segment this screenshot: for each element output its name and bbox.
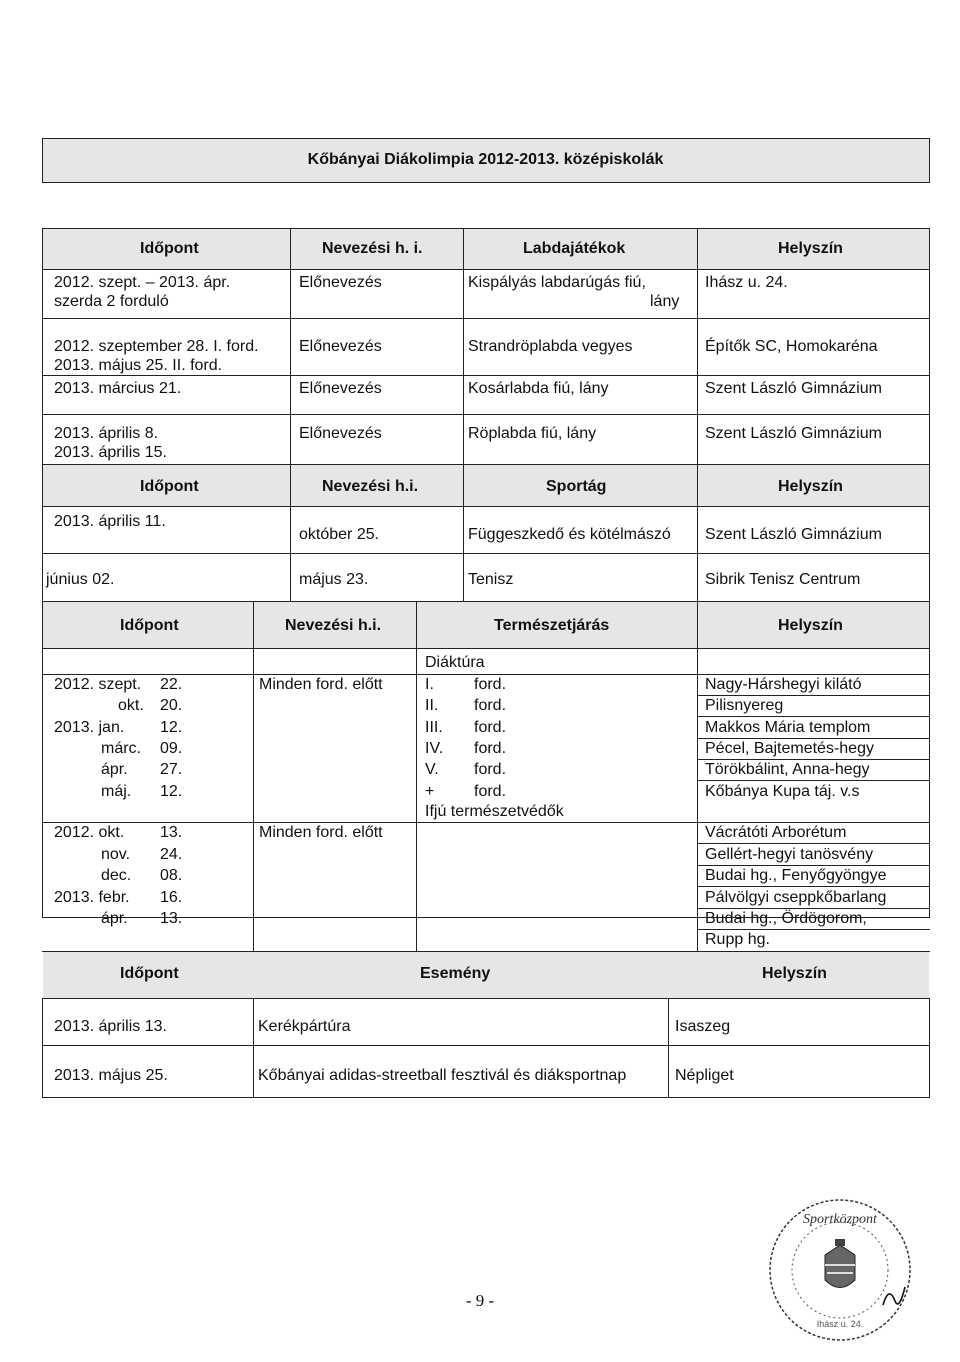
place-cell: Kőbánya Kupa táj. v.s xyxy=(705,782,860,800)
round-label: ford. xyxy=(474,739,507,757)
date-cell: 2012. okt. xyxy=(54,824,125,841)
date-cell: 2013. május 25. II. ford. xyxy=(54,357,223,374)
place-cell: Szent László Gimnázium xyxy=(705,425,882,442)
place-cell: Népliget xyxy=(675,1067,734,1084)
sport-cell: lány xyxy=(650,293,680,310)
round-num: II. xyxy=(425,697,439,715)
place-cell: Gellért-hegyi tanösvény xyxy=(705,845,874,863)
sport-cell: Röplabda fiú, lány xyxy=(468,425,597,442)
place-cell: Makkos Mária templom xyxy=(705,718,871,736)
date-day: 20. xyxy=(160,697,183,715)
place-cell: Isaszeg xyxy=(675,1018,731,1035)
place-cell: Vácrátóti Arborétum xyxy=(705,824,847,841)
date-day: 08. xyxy=(160,867,183,885)
date-cell: ápr. xyxy=(101,761,128,779)
group-label-diaktura: Diáktúra xyxy=(425,654,485,671)
header-termeszetjaras: Természetjárás xyxy=(494,617,610,634)
entry-cell: május 23. xyxy=(299,571,369,588)
round-num: V. xyxy=(425,761,439,779)
date-cell: 2013. jan. xyxy=(54,718,125,736)
sport-cell: Függeszkedő és kötélmászó xyxy=(468,526,671,543)
round-label: ford. xyxy=(474,718,507,736)
date-day: 13. xyxy=(160,910,183,928)
date-cell: ápr. xyxy=(101,910,128,928)
round-label: ford. xyxy=(474,782,507,800)
header-esemeny: Esemény xyxy=(420,965,491,982)
header-nevezesi: Nevezési h. i. xyxy=(322,240,423,257)
round-num: + xyxy=(425,782,435,800)
date-cell: 2013. április 8. xyxy=(54,425,159,442)
header-helyszin: Helyszín xyxy=(762,965,827,982)
date-cell: szerda 2 forduló xyxy=(54,293,169,310)
entry-cell: Előnevezés xyxy=(299,338,382,355)
event-cell: Kőbányai adidas-streetball fesztivál és diáksportnap xyxy=(258,1067,627,1084)
sport-cell: Kosárlabda fiú, lány xyxy=(468,380,609,397)
header-idopont: Időpont xyxy=(140,478,199,495)
round-num: IV. xyxy=(425,739,444,757)
date-day: 16. xyxy=(160,888,183,906)
sport-cell: Tenisz xyxy=(468,571,514,588)
svg-text:Sportközpont: Sportközpont xyxy=(803,1212,877,1227)
date-cell: 2013. április 15. xyxy=(54,444,167,461)
entry-cell: Előnevezés xyxy=(299,380,382,397)
round-label: ford. xyxy=(474,697,507,715)
date-cell: 2012. szept. xyxy=(54,676,142,693)
header-idopont: Időpont xyxy=(140,240,199,257)
entry-cell: Előnevezés xyxy=(299,425,382,442)
place-cell: Szent László Gimnázium xyxy=(705,526,882,543)
date-cell: 2012. szept. – 2013. ápr. xyxy=(54,274,231,291)
header-idopont: Időpont xyxy=(120,617,179,634)
header-sportag: Sportág xyxy=(546,478,607,495)
group-label-ifju: Ifjú természetvédők xyxy=(425,803,564,820)
entry-cell: Minden ford. előtt xyxy=(259,824,383,841)
title-box xyxy=(42,138,930,183)
place-cell: Pálvölgyi cseppkőbarlang xyxy=(705,888,887,906)
header-idopont: Időpont xyxy=(120,965,179,982)
date-cell: máj. xyxy=(101,782,132,800)
date-cell: 2013. április 11. xyxy=(54,513,166,530)
round-label: ford. xyxy=(474,761,507,779)
date-cell: nov. xyxy=(101,845,131,863)
header-helyszin: Helyszín xyxy=(778,478,843,495)
svg-text:Ihász u. 24.: Ihász u. 24. xyxy=(816,1319,864,1329)
date-day: 27. xyxy=(160,761,183,779)
entry-cell: október 25. xyxy=(299,526,380,543)
header-helyszin: Helyszín xyxy=(778,240,843,257)
date-cell: 2013. április 13. xyxy=(54,1018,167,1035)
date-day: 12. xyxy=(160,782,183,800)
date-day: 09. xyxy=(160,739,183,757)
round-num: III. xyxy=(425,718,443,736)
place-cell: Pilisnyereg xyxy=(705,697,784,715)
entry-cell: Előnevezés xyxy=(299,274,382,291)
sport-cell: Strandröplabda vegyes xyxy=(468,338,633,355)
header-helyszin: Helyszín xyxy=(778,617,843,634)
place-cell: Rupp hg. xyxy=(705,931,770,948)
date-day: 24. xyxy=(160,845,183,863)
place-cell: Nagy-Hárshegyi kilátó xyxy=(705,676,862,693)
date-cell: okt. xyxy=(118,697,144,715)
place-cell: Törökbálint, Anna-hegy xyxy=(705,761,870,779)
date-cell: 2013. febr. xyxy=(54,888,130,906)
place-cell: Pécel, Bajtemetés-hegy xyxy=(705,739,874,757)
header-nevezesi: Nevezési h.i. xyxy=(285,617,382,634)
header-labdajatekok: Labdajátékok xyxy=(523,240,626,257)
date-day: 22. xyxy=(160,676,183,693)
place-cell: Budai hg., Ördögorom, xyxy=(705,910,867,928)
date-cell: 2012. szeptember 28. I. ford. xyxy=(54,338,259,355)
page-number: - 9 - xyxy=(465,1291,495,1310)
sport-cell: Kispályás labdarúgás fiú, xyxy=(468,274,646,291)
place-cell: Szent László Gimnázium xyxy=(705,380,882,397)
place-cell: Sibrik Tenisz Centrum xyxy=(705,571,861,588)
date-day: 13. xyxy=(160,824,183,841)
date-day: 12. xyxy=(160,718,183,736)
place-cell: Budai hg., Fenyőgyöngye xyxy=(705,867,887,885)
page-title: Kőbányai Diákolimpia 2012-2013. középiskolák xyxy=(307,151,664,168)
date-cell: dec. xyxy=(101,867,132,885)
event-cell: Kerékpártúra xyxy=(258,1018,351,1035)
place-cell: Építők SC, Homokaréna xyxy=(705,338,878,355)
round-label: ford. xyxy=(474,676,507,693)
date-cell: június 02. xyxy=(46,571,115,588)
date-cell: 2013. május 25. xyxy=(54,1067,168,1084)
round-num: I. xyxy=(425,676,434,693)
date-cell: márc. xyxy=(101,739,141,757)
entry-cell: Minden ford. előtt xyxy=(259,676,383,693)
official-stamp xyxy=(765,1195,915,1345)
date-cell: 2013. március 21. xyxy=(54,380,182,397)
place-cell: Ihász u. 24. xyxy=(705,274,788,291)
header-nevezesi: Nevezési h.i. xyxy=(322,478,419,495)
